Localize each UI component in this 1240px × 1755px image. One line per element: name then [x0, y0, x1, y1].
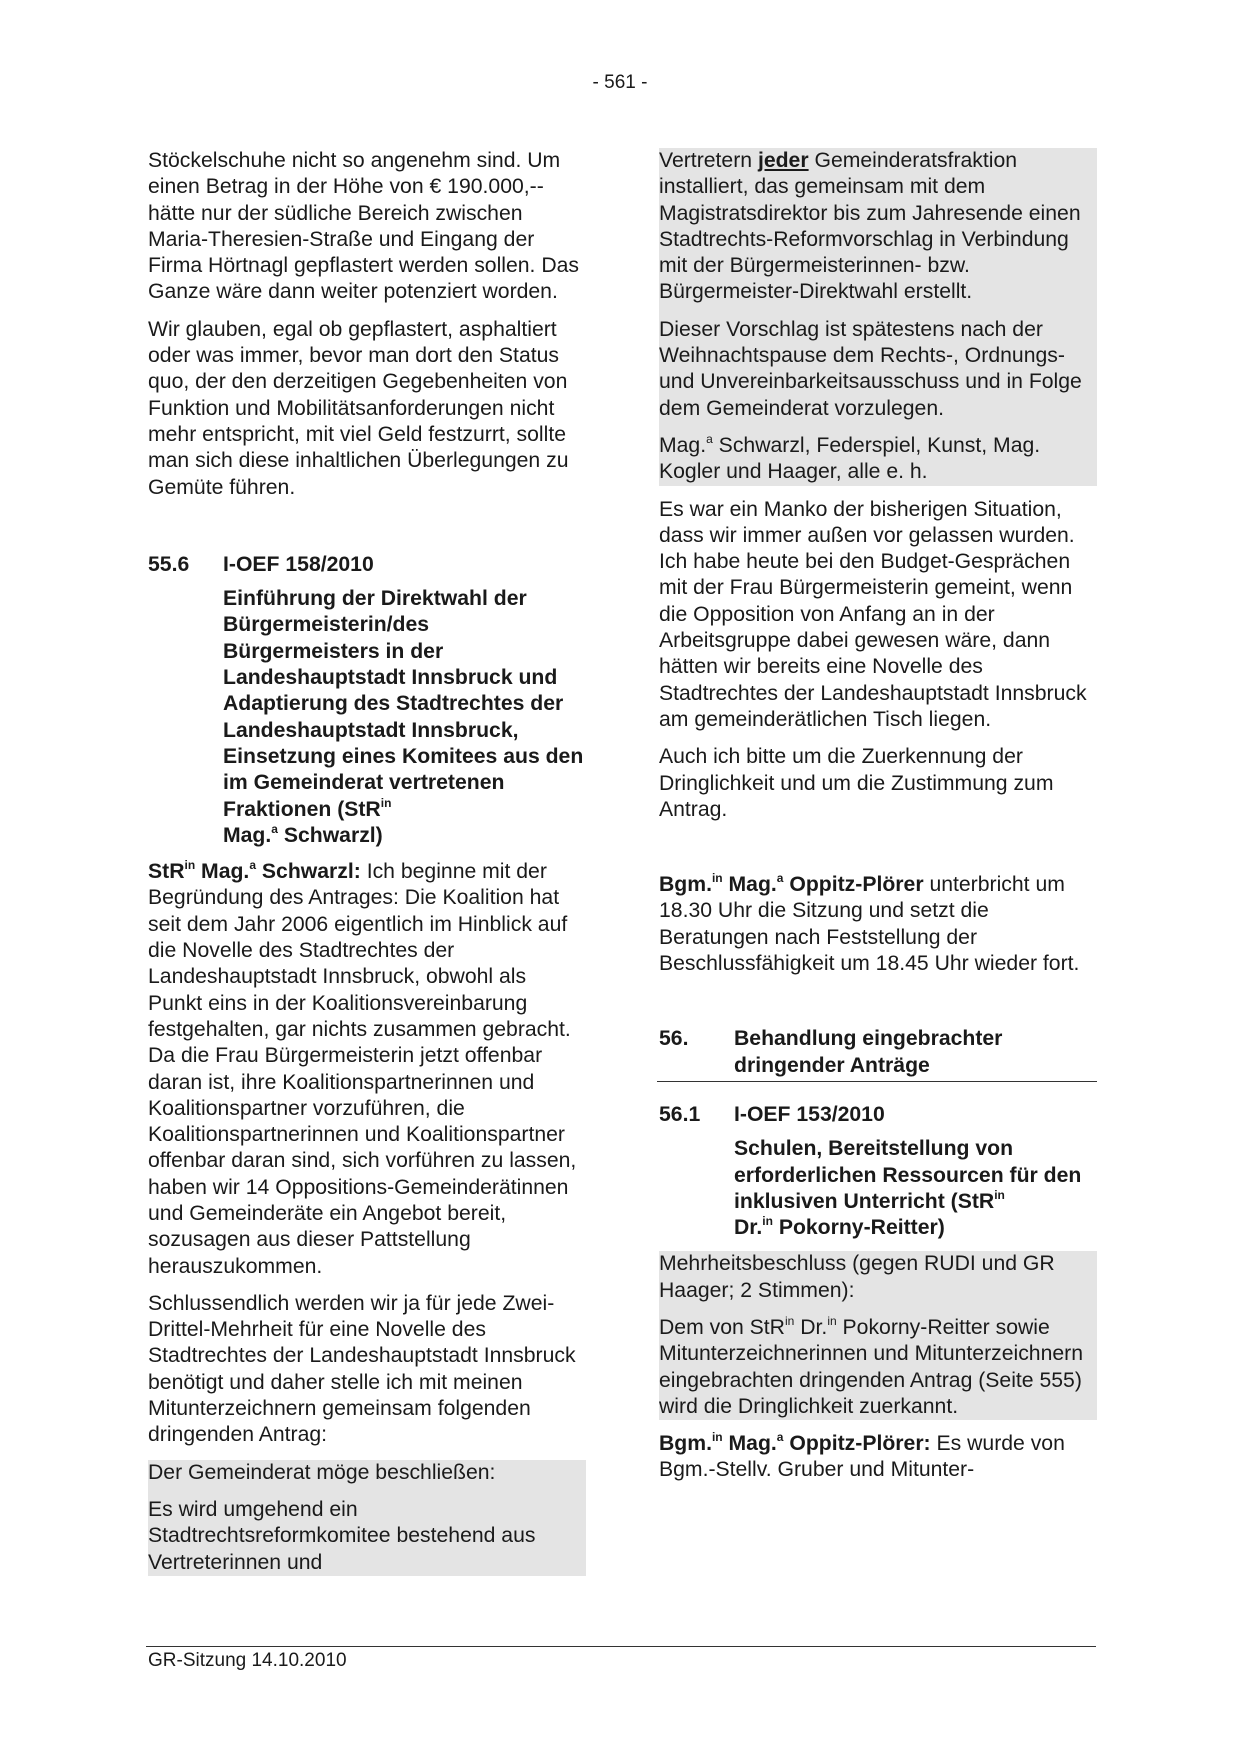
agenda-item-number: 55.6: [148, 552, 190, 576]
resolution-block: [659, 1251, 1097, 1420]
paragraph: Dieser Vorschlag ist spätestens nach der Weihnachtspause dem Rechts-, Ordnungs- und Unvereinbarkeitsausschuss und in Folge dem Gemeinderat vorzulegen.: [659, 317, 1082, 420]
paragraph: Mehrheitsbeschluss (gegen RUDI und GR Haager; 2 Stimmen):: [659, 1252, 1055, 1302]
motion-text-block: [148, 1460, 586, 1576]
spacer: [659, 988, 1097, 1026]
paragraph: Es wird umgehend ein Stadtrechtsreformkomitee bestehend aus Vertreterinnen und: [148, 1497, 536, 1574]
left-column: [148, 148, 586, 1587]
agenda-item-title: Einführung der Direktwahl der Bürgermeisterin/des Bürgermeisters in der Landeshauptstadt Innsbruck und Adaptierung des Stadtrechtes der Landeshauptstadt Innsbruck, Einsetzung eines Komitees aus den im Gemeinderat vertretenen Fraktionen (StR$^{in}$ Mag.$^a$ Schwarzl): [223, 587, 584, 847]
agenda-item-code: I-OEF 153/2010: [734, 1102, 885, 1126]
agenda-item-header: [659, 1102, 1097, 1128]
paragraph: Schlussendlich werden wir ja für jede Zwei-Drittel-Mehrheit für eine Novelle des Stadtrechtes der Landeshauptstadt Innsbruck benötigt und daher stelle ich mit meinen Mitunterzeichnern gemeinsam folgenden dringenden Antrag:: [148, 1291, 576, 1447]
agenda-item-header: [148, 552, 586, 578]
footer-session-date: GR-Sitzung 14.10.2010: [148, 1650, 347, 1671]
paragraph: Dem von StR$^{in}$ Dr.$^{in}$ Pokorny-Reitter sowie Mitunterzeichnerinnen und Mitunterzeichnern eingebrachten dringenden Antrag (Seite 555) wird die Dringlichkeit zuerkannt.: [659, 1313, 1083, 1418]
section-header: [659, 1026, 1097, 1079]
agenda-item-code: I-OEF 158/2010: [223, 552, 374, 576]
speaker-name: Bgm.$^{in}$ Mag.$^a$ Oppitz-Plörer:: [659, 1430, 931, 1456]
footer-divider: [146, 1646, 1096, 1647]
paragraph: Bgm.$^{in}$ Mag.$^a$ Oppitz-Plörer: Es wurde von Bgm.-Stellv. Gruber und Mitunter-: [659, 1430, 1065, 1482]
page-number: - 561 -: [592, 72, 648, 93]
signatories: Mag.$^a$ Schwarzl, Federspiel, Kunst, Mag. Kogler und Haager, alle e. h.: [659, 431, 1041, 484]
agenda-item-number: 56.1: [659, 1102, 701, 1126]
section-title: Behandlung eingebrachter dringender Anträge: [734, 1027, 1003, 1077]
paragraph: Wir glauben, egal ob gepflastert, asphaltiert oder was immer, bevor man dort den Status quo, der den derzeitigen Gegebenheiten von Funktion und Mobilitätsanforderungen nicht mehr entspricht, mit viel Geld festzurrt, sollte man sich diese inhaltlichen Überlegungen zu Gemüte führen.: [148, 317, 569, 499]
paragraph: StR$^{in}$ Mag.$^a$ Schwarzl: Ich beginne mit der Begründung des Antrages: Die Koalition hat seit dem Jahr 2006 eigentlich im Hinblick auf die Novelle des Stadtrechtes der Landeshauptstadt Innsbruck, obwohl als Punkt eins in der Koalitionsvereinbarung festgehalten, gar nichts zusammen gebracht. Da die Frau Bürgermeisterin jetzt offenbar daran ist, ihre Koalitionspartnerinnen und Koalitionspartner vorzuführen, die Koalitionspartnerinnen und Koalitionspartner offenbar daran sind, sich vorführen zu lassen, haben wir 14 Oppositions-Gemeinderätinnen und Gemeinderäte ein Angebot bereit, sozusagen aus dieser Pattstellung herauszukommen.: [148, 858, 577, 1278]
paragraph: Stöckelschuhe nicht so angenehm sind. Um einen Betrag in der Höhe von € 190.000,-- hätte nur der südliche Bereich zwischen Maria-Theresien-Straße und Eingang der Firma Hörtnagl gepflastert werden sollen. Das Ganze wäre dann weiter potenziert worden.: [148, 149, 580, 304]
speaker-name: Bgm.$^{in}$ Mag.$^a$ Oppitz-Plörer: [659, 871, 924, 897]
paragraph: Vertretern jeder Gemeinderatsfraktion installiert, das gemeinsam mit dem Magistratsdirektor bis zum Jahresende einen Stadtrechts-Reformvorschlag in Verbindung mit der Bürgermeisterinnen- bzw. Bürgermeister-Direktwahl erstellt.: [659, 149, 1081, 304]
paragraph: Der Gemeinderat möge beschließen:: [148, 1460, 496, 1484]
speaker-name: StR$^{in}$ Mag.$^a$ Schwarzl:: [148, 858, 361, 884]
motion-text-block: [659, 148, 1097, 486]
agenda-item-title: Schulen, Bereitstellung von erforderlichen Ressourcen für den inklusiven Unterricht (StR$^{in}$ Dr.$^{in}$ Pokorny-Reitter): [734, 1137, 1082, 1240]
spacer: [148, 512, 586, 552]
right-column: [659, 148, 1097, 1495]
section-divider: [657, 1081, 1097, 1082]
paragraph: Auch ich bitte um die Zuerkennung der Dringlichkeit und um die Zustimmung zum Antrag.: [659, 745, 1054, 821]
section-number: 56.: [659, 1027, 689, 1051]
paragraph: Es war ein Manko der bisherigen Situation, dass wir immer außen vor gelassen wurden. Ich habe heute bei den Budget-Gesprächen mit der Frau Bürgermeisterin gemeint, wenn die Opposition von Anfang an in der Arbeitsgruppe dabei gewesen wäre, dann hätten wir bereits eine Novelle des Stadtrechtes der Landeshauptstadt Innsbruck am gemeinderätlichen Tisch liegen.: [659, 497, 1087, 731]
paragraph: Bgm.$^{in}$ Mag.$^a$ Oppitz-Plörer unterbricht um 18.30 Uhr die Sitzung und setzt die Beratungen nach Feststellung der Beschlussfähigkeit um 18.45 Uhr wieder fort.: [659, 871, 1080, 976]
spacer: [659, 834, 1097, 872]
